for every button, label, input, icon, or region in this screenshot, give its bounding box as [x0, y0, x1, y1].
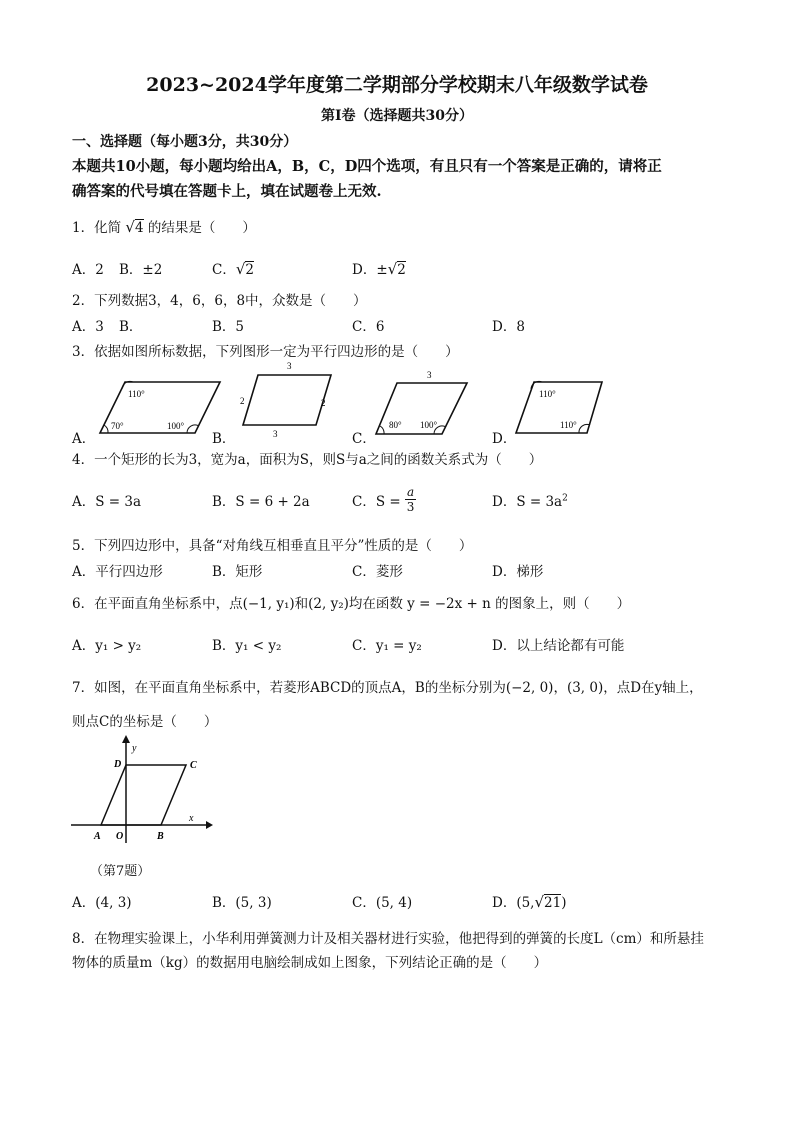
- q6-option-d: D．以上结论都有可能: [492, 638, 625, 654]
- svg-text:A: A: [94, 831, 101, 842]
- side-label: 3: [427, 370, 432, 380]
- q3-option-a: A．: [72, 431, 96, 447]
- instruction-line-2: 确答案的代号填在答题卡上，填在试题卷上无效.: [72, 183, 382, 200]
- side-label: 2: [321, 398, 326, 408]
- question-3-stem: 3．依据如图所标数据，下列图形一定为平行四边形的是（ ）: [72, 344, 459, 360]
- svg-text:O: O: [116, 831, 124, 842]
- side-label: 3: [287, 361, 292, 371]
- q6-option-b: B．y₁ < y₂: [212, 638, 282, 654]
- q7-option-c: C．(5, 4): [352, 895, 413, 911]
- exam-title: 2023~2024学年度第二学期部分学校期末八年级数学试卷: [146, 74, 648, 96]
- q4-option-b: B．S = 6 + 2a: [212, 494, 310, 510]
- q7-option-a: A．(4, 3): [72, 895, 132, 911]
- y-axis-arrow: [122, 735, 130, 743]
- q2-option-b: B．: [119, 319, 143, 335]
- q6-option-c: C．y₁ = y₂: [352, 638, 422, 654]
- fraction: $\frac{a}{3}$: [406, 485, 415, 514]
- angle-label: 100°: [420, 420, 438, 430]
- sqrt-symbol: √: [125, 218, 135, 236]
- sqrt-symbol: √: [235, 260, 246, 278]
- sqrt-symbol: √: [387, 260, 398, 278]
- svg-text:B: B: [157, 831, 164, 842]
- q1-option-c: C．√2: [212, 260, 254, 278]
- exam-subtitle: 第Ⅰ卷（选择题共30分）: [320, 108, 474, 124]
- q2-option-c: B．5: [212, 319, 245, 335]
- q6-option-a: A．y₁ > y₂: [72, 638, 142, 654]
- q5-option-b: B．矩形: [212, 564, 263, 580]
- question-7-stem-line-2: 则点C的坐标是（ ）: [72, 714, 218, 730]
- q3-option-c: C．: [352, 431, 376, 447]
- angle-label: 110°: [128, 389, 145, 399]
- q5-option-c: C．菱形: [352, 564, 403, 580]
- angle-label: 100°: [167, 421, 185, 431]
- angle-label: 110°: [560, 420, 577, 430]
- svg-text:y: y: [132, 743, 137, 754]
- q5-option-a: A．平行四边形: [72, 564, 163, 580]
- q3-figure-d: [512, 378, 607, 438]
- q1-option-b: B．±2: [119, 262, 163, 278]
- svg-text:x: x: [189, 813, 194, 824]
- section-heading: 一、选择题（每小题3分，共30分）: [72, 134, 298, 150]
- sqrt-symbol: √: [534, 893, 545, 911]
- side-label: 3: [273, 429, 278, 439]
- q3-option-d: D．: [492, 431, 517, 447]
- q7-option-b: B．(5, 3): [212, 895, 272, 911]
- question-2-stem: 2．下列数据3，4，6，6，8中，众数是（ ）: [72, 293, 367, 309]
- q7-option-d: D．(5,√21): [492, 893, 567, 911]
- question-8-stem-line-1: 8．在物理实验课上，小华利用弹簧测力计及相关器材进行实验，他把得到的弹簧的长度L（cm）和所悬挂: [72, 931, 704, 947]
- question-7-stem-line-1: 7．如图，在平面直角坐标系中，若菱形ABCD的顶点A，B的坐标分别为(−2, 0)，(3, 0)，点D在y轴上，: [72, 680, 703, 696]
- q7-figure-caption: （第7题）: [90, 864, 151, 879]
- q2-option-e: D．8: [492, 319, 525, 335]
- question-8-stem-line-2: 物体的质量m（kg）的数据用电脑绘制成如上图象，下列结论正确的是（ ）: [72, 955, 548, 971]
- q2-option-a: A．3: [72, 319, 104, 335]
- q3-option-b: B．: [212, 431, 236, 447]
- question-4-stem: 4．一个矩形的长为3，宽为a，面积为S，则S与a之间的函数关系式为（ ）: [72, 452, 543, 468]
- instruction-line-1: 本题共10小题，每小题均给出A，B，C，D四个选项，有且只有一个答案是正确的，请将正: [72, 158, 662, 175]
- angle-label: 70°: [111, 421, 124, 431]
- svg-text:C: C: [190, 760, 197, 771]
- side-label: 2: [240, 396, 245, 406]
- q4-option-a: A．S = 3a: [72, 494, 142, 510]
- q1-option-d: D．±√2: [352, 260, 406, 278]
- q4-option-d: D．$S = 3a^2$: [492, 493, 568, 510]
- question-6-stem: 6．在平面直角坐标系中，点(−1, y₁)和(2, y₂)均在函数 y = −2x + n 的图象上，则（ ）: [72, 596, 631, 612]
- angle-label: 80°: [389, 420, 402, 430]
- q3-figure-b: [233, 358, 338, 440]
- q4-option-c: C．S = $\frac{a}{3}$: [352, 485, 415, 514]
- svg-text:D: D: [114, 759, 122, 770]
- x-axis-arrow: [206, 821, 213, 829]
- q3-figure-a: [95, 377, 225, 439]
- question-5-stem: 5．下列四边形中，具备“对角线互相垂直且平分”性质的是（ ）: [72, 538, 473, 554]
- q1-option-a: A．2: [72, 262, 104, 278]
- q5-option-d: D．梯形: [492, 564, 544, 580]
- q3-figure-c: [372, 366, 472, 440]
- question-1-stem: 1．化简 √4 的结果是（ ）: [72, 218, 256, 236]
- q7-coordinate-figure: [68, 735, 213, 847]
- rhombus-abcd: [101, 765, 186, 825]
- q2-option-d: C．6: [352, 319, 385, 335]
- angle-label: 110°: [539, 389, 556, 399]
